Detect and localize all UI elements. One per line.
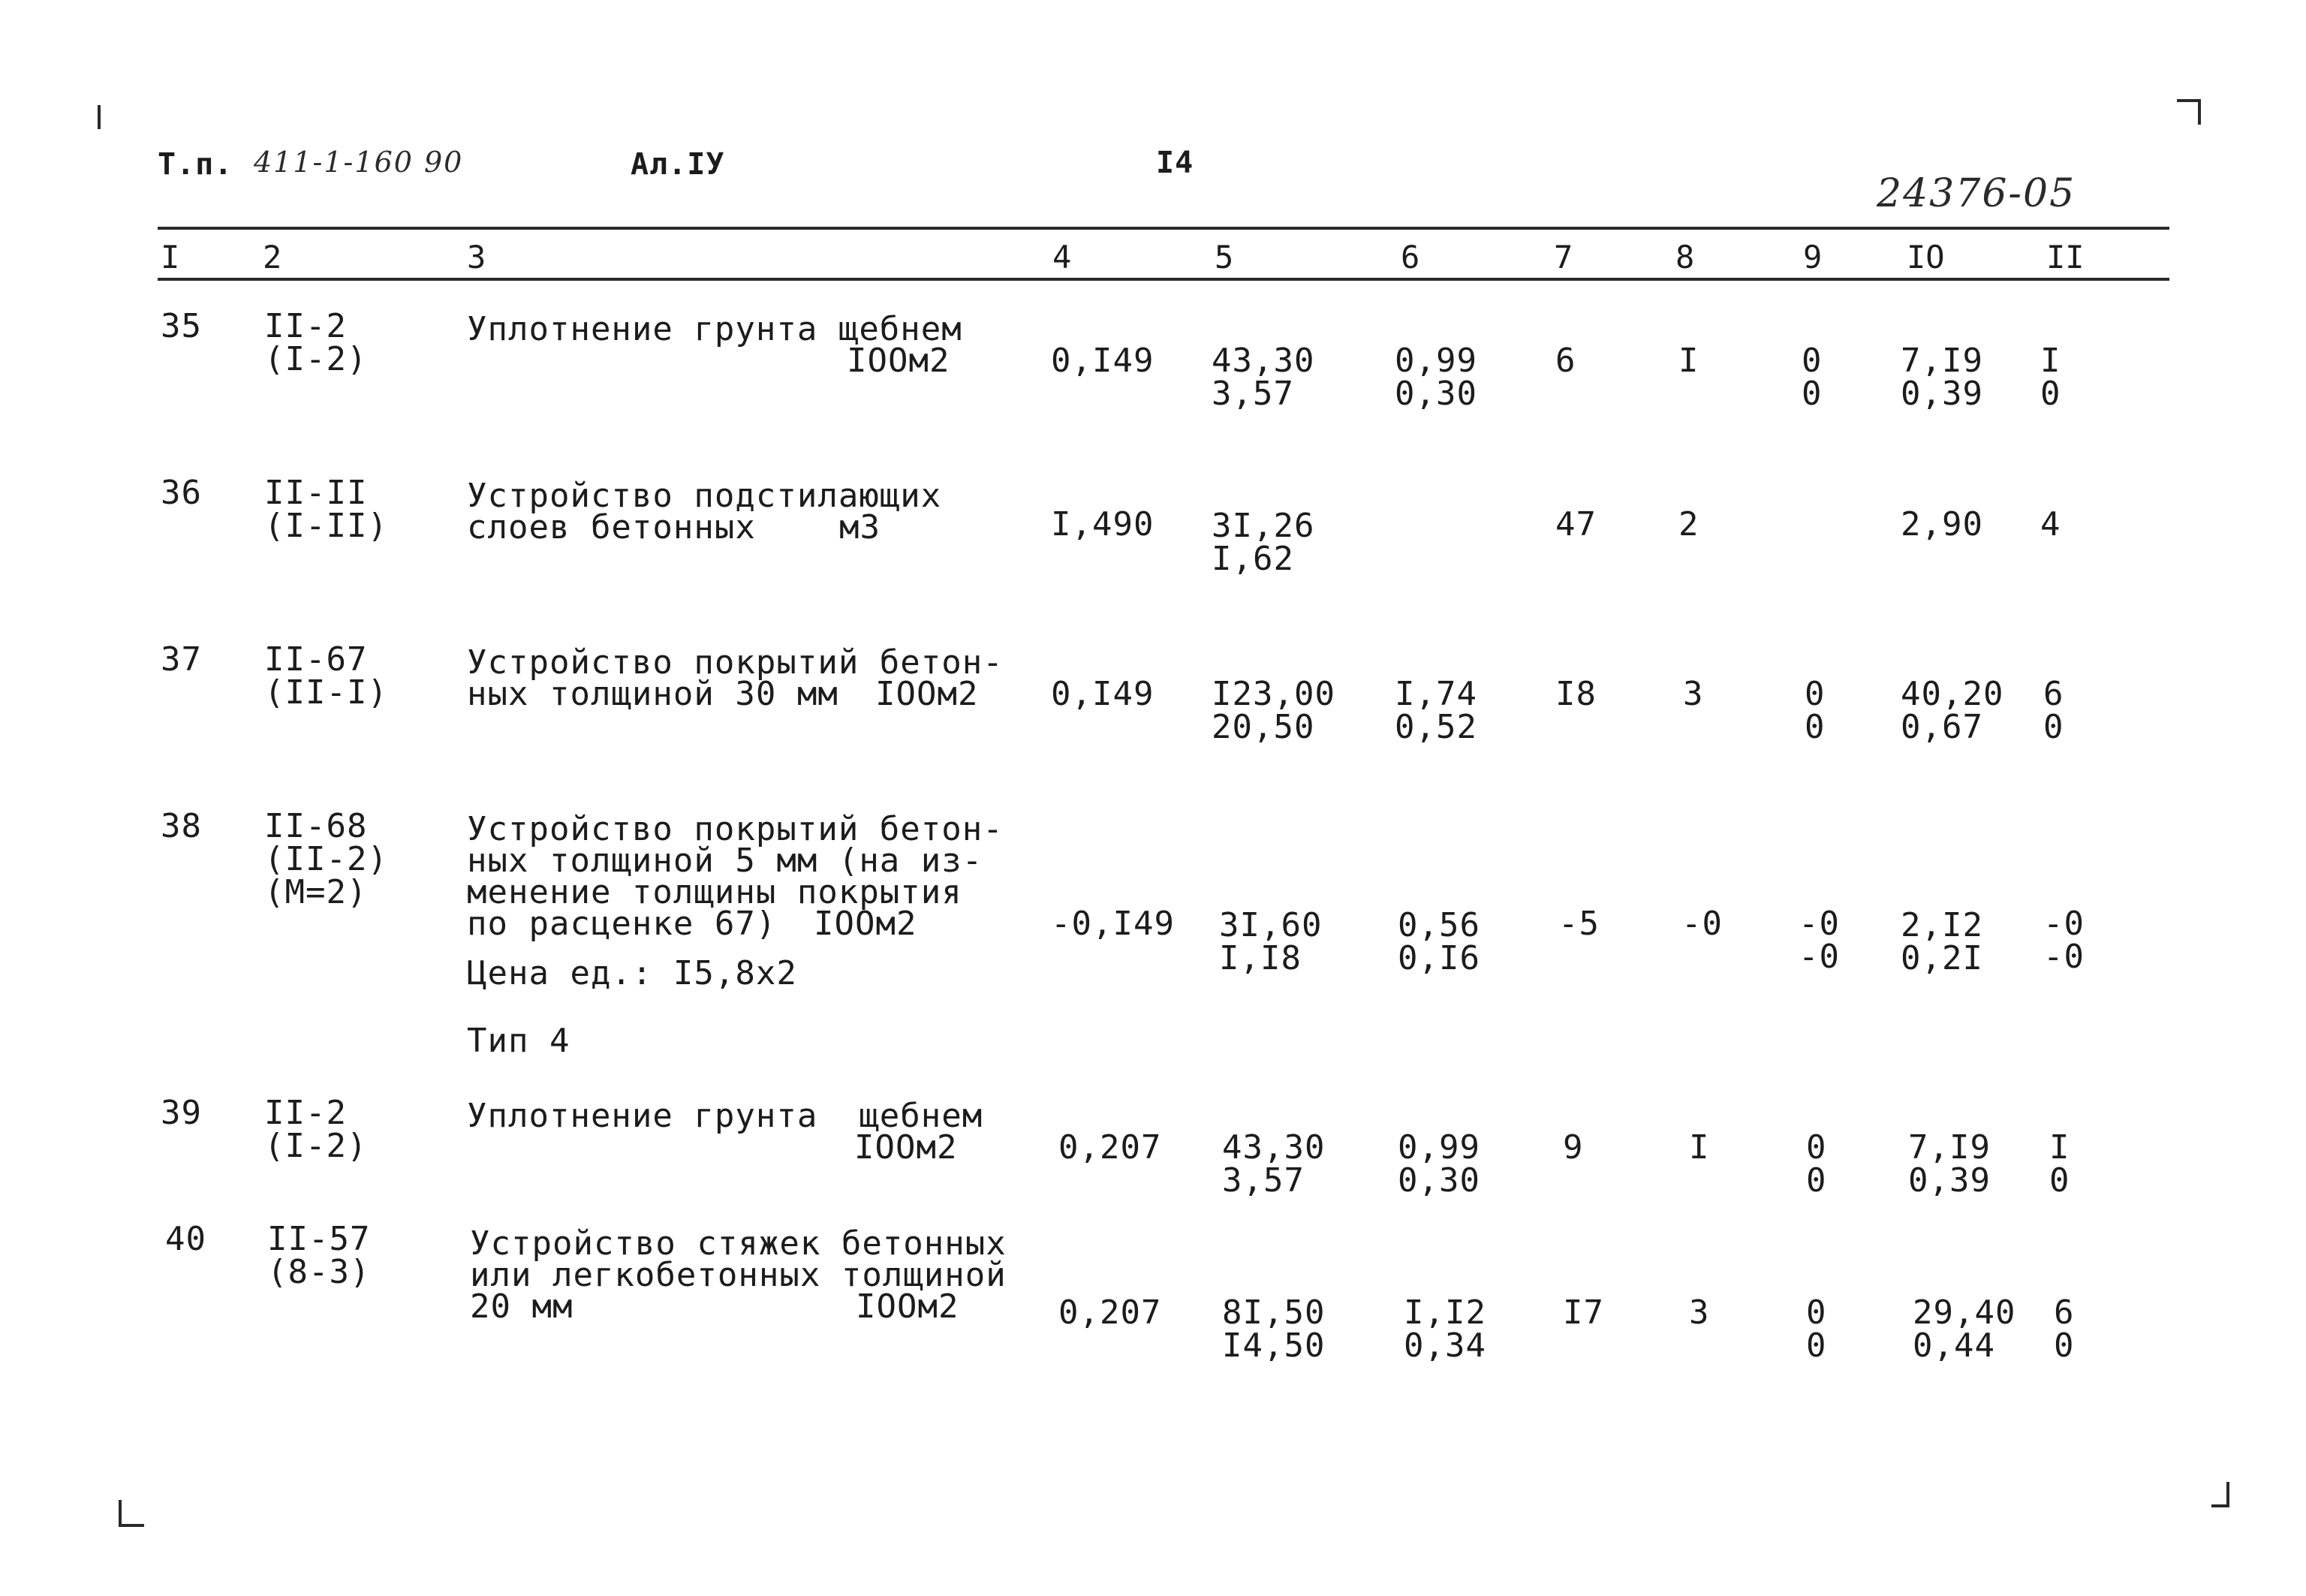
cost-value: 2,I2 bbox=[1901, 906, 1983, 944]
doc-prefix: Т.п. bbox=[158, 147, 233, 182]
cost-value: 6 bbox=[2043, 675, 2064, 713]
cost-value: 9 bbox=[1563, 1128, 1584, 1167]
cost-value: 3I,60 bbox=[1219, 906, 1323, 944]
column-header: 4 bbox=[1052, 239, 1072, 276]
doc-number: 411-1-160 90 bbox=[254, 146, 464, 179]
column-header: 2 bbox=[263, 239, 282, 276]
rate-code: II-2 bbox=[264, 307, 347, 345]
cost-value: I,62 bbox=[1212, 540, 1294, 578]
column-header: 7 bbox=[1554, 239, 1573, 276]
work-description: Устройство покрытий бетон- bbox=[467, 643, 1004, 682]
cost-value: 6 bbox=[2054, 1293, 2075, 1332]
crop-mark-top-left bbox=[98, 105, 101, 129]
table-header-rule bbox=[158, 278, 2169, 281]
cost-value: I23,00 bbox=[1212, 675, 1335, 713]
cost-value: 3 bbox=[1689, 1293, 1710, 1332]
unit: IOOм2 bbox=[814, 905, 917, 943]
cost-value: -0 bbox=[1799, 905, 1840, 943]
cost-value: 0,56 bbox=[1398, 906, 1480, 944]
column-header: II bbox=[2046, 239, 2085, 276]
row-number: 39 bbox=[161, 1094, 202, 1132]
cost-value: 0 bbox=[1806, 1293, 1827, 1332]
column-header: 5 bbox=[1215, 239, 1234, 276]
cost-value: -0 bbox=[2043, 938, 2085, 976]
column-header: 9 bbox=[1803, 239, 1823, 276]
rate-code: (M=2) bbox=[264, 873, 368, 911]
rate-code: II-67 bbox=[264, 640, 368, 679]
album-label: Ал.IУ bbox=[631, 147, 725, 182]
cost-value: 0 bbox=[2040, 375, 2061, 413]
cost-value: 3,57 bbox=[1222, 1161, 1305, 1200]
page-number: I4 bbox=[1156, 146, 1194, 180]
unit: IOOм2 bbox=[856, 1287, 959, 1326]
column-header: 3 bbox=[467, 239, 486, 276]
cost-value: I8 bbox=[1555, 675, 1597, 713]
row-number: 37 bbox=[161, 640, 202, 679]
cost-value: 0,I6 bbox=[1398, 939, 1480, 977]
work-description: или легкобетонных толщиной bbox=[470, 1256, 1007, 1294]
rate-code: II-2 bbox=[264, 1094, 347, 1132]
cost-value: 0,44 bbox=[1913, 1326, 1995, 1365]
rate-code: (II-I) bbox=[264, 673, 388, 712]
quantity: 0,I49 bbox=[1051, 342, 1155, 380]
cost-value: 0 bbox=[1805, 675, 1826, 713]
work-description: Устройство стяжек бетонных bbox=[470, 1224, 1007, 1263]
row-number: 38 bbox=[161, 807, 202, 845]
work-description: по расценке 67) bbox=[467, 905, 777, 943]
cost-value: 43,30 bbox=[1212, 342, 1315, 380]
cost-value: -5 bbox=[1558, 905, 1600, 943]
cost-value: -0 bbox=[1681, 905, 1723, 943]
cost-value: 0 bbox=[1806, 1161, 1827, 1200]
cost-value: I,I2 bbox=[1404, 1293, 1486, 1332]
cost-value: 0,67 bbox=[1901, 708, 1983, 746]
quantity: I,490 bbox=[1051, 505, 1155, 544]
cost-value: 0 bbox=[1805, 708, 1826, 746]
column-header: IO bbox=[1907, 239, 1945, 276]
crop-mark-top-right bbox=[2177, 99, 2201, 125]
cost-value: 2 bbox=[1678, 505, 1699, 544]
cost-value: 2,90 bbox=[1901, 505, 1983, 544]
column-header: I bbox=[161, 239, 180, 276]
cost-value: 20,50 bbox=[1212, 708, 1315, 746]
cost-value: I bbox=[2040, 342, 2061, 380]
rate-code: (I-2) bbox=[264, 340, 368, 378]
cost-value: 47 bbox=[1555, 505, 1597, 544]
cost-value: 0 bbox=[1802, 342, 1823, 380]
rate-code: (I-2) bbox=[264, 1127, 368, 1165]
cost-value: 0 bbox=[1806, 1326, 1827, 1365]
cost-value: 0,39 bbox=[1908, 1161, 1991, 1200]
archive-stamp-number: 24376-05 bbox=[1877, 171, 2076, 216]
cost-value: 0,2I bbox=[1901, 939, 1983, 977]
rate-code: (8-3) bbox=[267, 1253, 371, 1291]
rate-code: II-II bbox=[264, 474, 368, 512]
quantity: 0,207 bbox=[1058, 1293, 1162, 1332]
cost-value: I bbox=[1689, 1128, 1710, 1167]
cost-value: 0 bbox=[1806, 1128, 1827, 1167]
unit: IOOм2 bbox=[854, 1128, 958, 1167]
table-top-rule bbox=[158, 227, 2169, 230]
cost-value: 8I,50 bbox=[1222, 1293, 1326, 1332]
cost-value: I4,50 bbox=[1222, 1326, 1326, 1365]
cost-value: 43,30 bbox=[1222, 1128, 1326, 1167]
cost-value: -0 bbox=[1799, 938, 1840, 976]
work-description: ных толщиной 5 мм (на из- bbox=[467, 842, 983, 880]
cost-value: 6 bbox=[1555, 342, 1576, 380]
column-header: 6 bbox=[1401, 239, 1420, 276]
cost-value: I,I8 bbox=[1219, 939, 1302, 977]
section-heading: Тип 4 bbox=[467, 1022, 570, 1060]
cost-value: -0 bbox=[2043, 905, 2085, 943]
cost-value: 0,39 bbox=[1901, 375, 1983, 413]
cost-value: 0,99 bbox=[1395, 342, 1477, 380]
price-note: Цена ед.: I5,8x2 bbox=[467, 954, 797, 992]
quantity: 0,I49 bbox=[1051, 675, 1155, 713]
row-number: 35 bbox=[161, 307, 202, 345]
cost-value: 7,I9 bbox=[1908, 1128, 1991, 1167]
cost-value: I,74 bbox=[1395, 675, 1477, 713]
unit: IOOм2 bbox=[875, 675, 979, 713]
cost-value: 0 bbox=[2043, 708, 2064, 746]
work-description: менение толщины покрытия bbox=[467, 873, 962, 911]
cost-value: 4 bbox=[2040, 505, 2061, 544]
rate-code: (I-II) bbox=[264, 507, 388, 545]
row-number: 40 bbox=[165, 1220, 206, 1258]
cost-value: 29,40 bbox=[1913, 1293, 2016, 1332]
work-description: ных толщиной 30 мм bbox=[467, 675, 838, 713]
row-number: 36 bbox=[161, 474, 202, 512]
quantity: 0,207 bbox=[1058, 1128, 1162, 1167]
cost-value: 0 bbox=[2054, 1326, 2075, 1365]
unit: IOOм2 bbox=[847, 342, 950, 380]
crop-mark-bottom-left bbox=[119, 1500, 144, 1527]
cost-value: 7,I9 bbox=[1901, 342, 1983, 380]
cost-value: 3,57 bbox=[1212, 375, 1294, 413]
rate-code: II-57 bbox=[267, 1220, 371, 1258]
rate-code: II-68 bbox=[264, 807, 368, 845]
unit: м3 bbox=[839, 508, 881, 547]
work-description: Уплотнение грунта щебнем bbox=[467, 1097, 983, 1135]
cost-value: 0,34 bbox=[1404, 1326, 1486, 1365]
cost-value: 0 bbox=[1802, 375, 1823, 413]
cost-value: 0,30 bbox=[1395, 375, 1477, 413]
cost-value: 0,52 bbox=[1395, 708, 1477, 746]
cost-value: I7 bbox=[1563, 1293, 1604, 1332]
work-description: 20 мм bbox=[470, 1287, 573, 1326]
cost-value: 40,20 bbox=[1901, 675, 2004, 713]
work-description: слоев бетонных bbox=[467, 508, 756, 547]
cost-value: I bbox=[1678, 342, 1699, 380]
rate-code: (II-2) bbox=[264, 840, 388, 878]
crop-mark-bottom-right bbox=[2211, 1482, 2229, 1507]
cost-value: 0,99 bbox=[1398, 1128, 1480, 1167]
quantity: -0,I49 bbox=[1051, 905, 1175, 943]
cost-value: 3I,26 bbox=[1212, 507, 1315, 545]
work-description: Устройство покрытий бетон- bbox=[467, 810, 1004, 848]
cost-value: 0,30 bbox=[1398, 1161, 1480, 1200]
work-description: Уплотнение грунта щебнем bbox=[467, 310, 962, 348]
column-header: 8 bbox=[1675, 239, 1695, 276]
cost-value: I bbox=[2049, 1128, 2070, 1167]
work-description: Устройство подстилающих bbox=[467, 477, 942, 515]
cost-value: 0 bbox=[2049, 1161, 2070, 1200]
cost-value: 3 bbox=[1683, 675, 1704, 713]
